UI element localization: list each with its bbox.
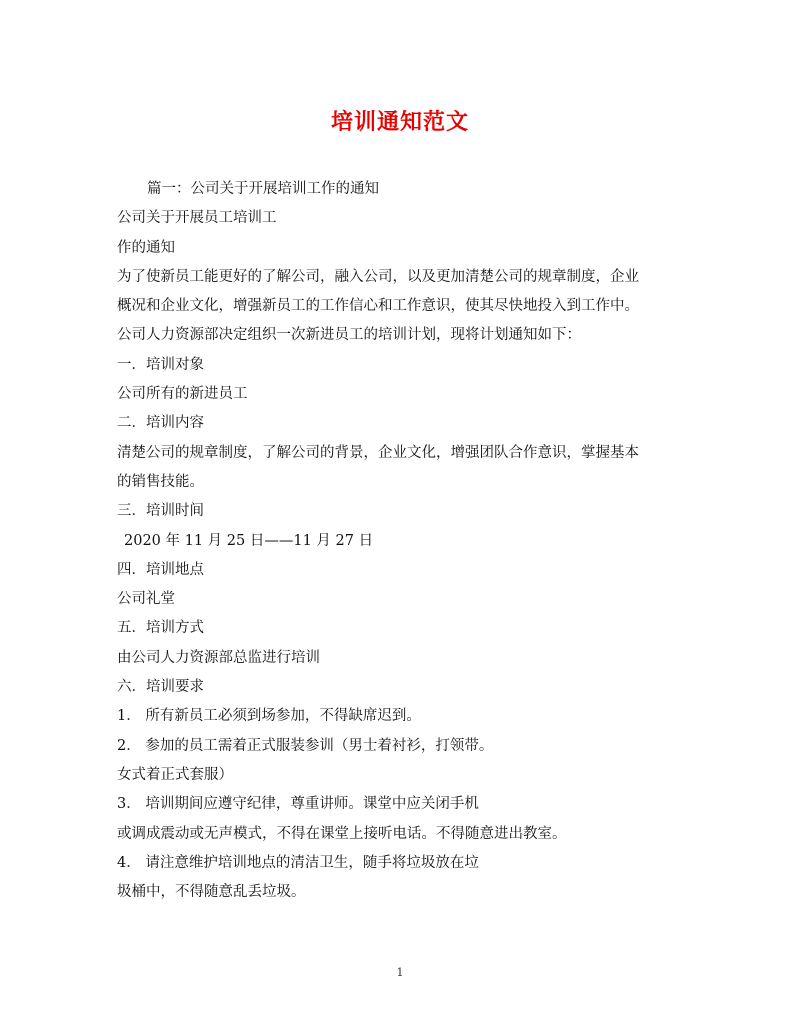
list-heading: 四．培训地点 xyxy=(117,561,204,578)
requirement-item: 3． 培训期间应遵守纪律，尊重讲师。课堂中应关闭手机 xyxy=(117,796,479,813)
paragraph-line: 为了使新员工能更好的了解公司，融入公司，以及更加清楚公司的规章制度，企业 xyxy=(117,268,639,285)
document-body xyxy=(117,175,697,907)
paragraph-line: 概况和企业文化，增强新员工的工作信心和工作意识，使其尽快地投入到工作中。 xyxy=(117,298,639,315)
paragraph-line: 圾桶中，不得随意乱丢垃圾。 xyxy=(117,884,306,901)
paragraph-line: 由公司人力资源部总监进行培训 xyxy=(117,649,320,666)
paragraph-line: 作的通知 xyxy=(117,239,175,256)
list-heading: 五．培训方式 xyxy=(117,620,204,637)
requirement-item: 1． 所有新员工必须到场参加，不得缺席迟到。 xyxy=(117,708,421,725)
list-heading: 一．培训对象 xyxy=(117,356,204,373)
list-heading: 六．培训要求 xyxy=(117,679,204,696)
paragraph-line: 公司所有的新进员工 xyxy=(117,386,248,403)
paragraph-line: 公司人力资源部决定组织一次新进员工的培训计划，现将计划通知如下： xyxy=(117,327,581,344)
paragraph-line: 公司关于开展员工培训工 xyxy=(117,210,277,227)
paragraph-line: 公司礼堂 xyxy=(117,591,175,608)
list-heading: 三．培训时间 xyxy=(117,503,204,520)
document-title: 培训通知范文 xyxy=(330,109,469,135)
page-number: 1 xyxy=(396,966,404,979)
paragraph-line: 清楚公司的规章制度，了解公司的背景，企业文化，增强团队合作意识，掌握基本 xyxy=(117,444,639,461)
requirement-item: 4． 请注意维护培训地点的清洁卫生，随手将垃圾放在垃 xyxy=(117,854,479,871)
requirement-item: 2． 参加的员工需着正式服装参训（男士着衬衫，打领带。 xyxy=(117,737,494,754)
paragraph-line: 或调成震动或无声模式，不得在课堂上接听电话。不得随意进出教室。 xyxy=(117,825,567,842)
section-heading: 篇一：公司关于开展培训工作的通知 xyxy=(147,181,379,197)
list-heading: 二．培训内容 xyxy=(117,415,204,432)
date-range: 2020 年 11 月 25 日——11 月 27 日 xyxy=(124,532,374,549)
paragraph-line: 的销售技能。 xyxy=(117,473,204,490)
paragraph-line: 女式着正式套服） xyxy=(117,766,233,783)
